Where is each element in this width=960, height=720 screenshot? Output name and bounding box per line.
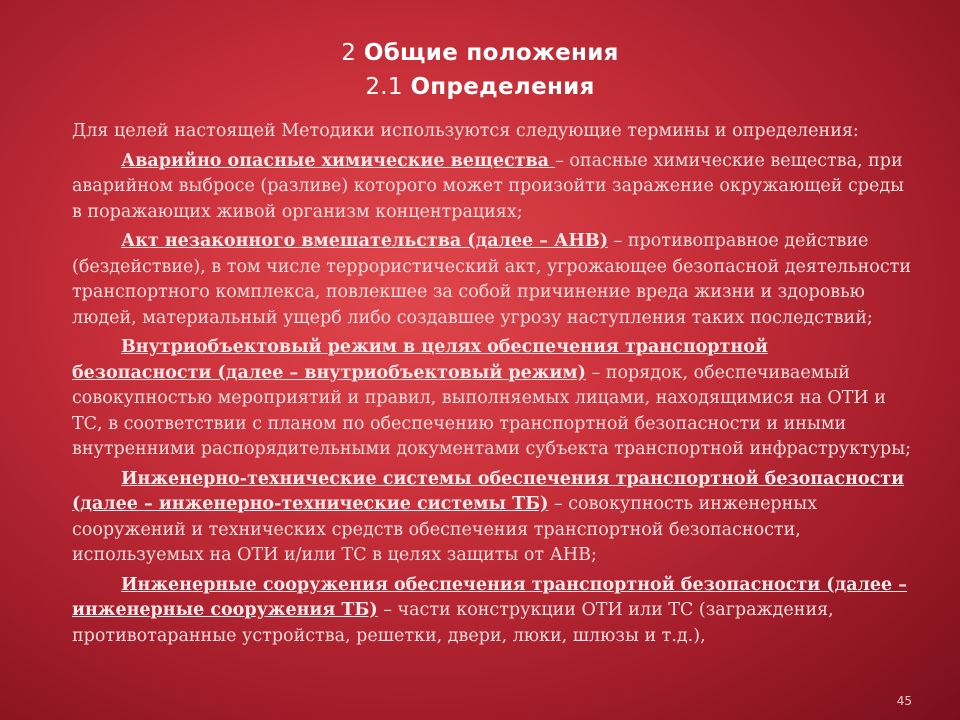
definition-paragraph (72, 229, 912, 331)
definition-text: – противоправное действие (бездействие), в том числе террористический акт, угрожающее безопасной деятельности транспортного комплекса, повлекшее за собой причинение вреда жизни и здоровью людей, материальный ущерб либо создавшее угрозу наступления таких последствий; (72, 231, 911, 328)
intro-paragraph: Для целей настоящей Методики используются следующие термины и определения: (72, 121, 859, 141)
definition-text: – совокупность инженерных сооружений и технических средств обеспечения транспортной безопасности, используемых на ОТИ и/или ТС в целях защиты от АНВ; (72, 494, 818, 565)
title-text: Общие положения (363, 40, 619, 66)
definition-term: Внутриобъектовый режим в целях обеспечения транспортной безопасности (далее – внутриобъектовый режим) (72, 337, 768, 383)
slide-title (0, 36, 960, 104)
definition-term: Инженерно-технические системы обеспечения транспортной безопасности (далее – инженерно-технические системы ТБ) (72, 468, 905, 514)
title-number: 2 (341, 40, 357, 66)
definition-paragraph (72, 467, 912, 569)
definition-term: Инженерные сооружения обеспечения транспортной безопасности (далее – инженерные сооружения ТБ) (72, 574, 908, 620)
definition-paragraph (72, 149, 912, 226)
definition-text: – порядок, обеспечиваемый совокупностью мероприятий и правил, выполняемых лицами, находящимися на ОТИ и ТС, в соответствии с планом по обеспечению транспортной безопасности и иными внутренними распорядительными документами субъекта транспортной инфраструктуры; (72, 362, 912, 459)
subtitle-text: Определения (410, 74, 595, 100)
title-line-2 (0, 70, 960, 104)
definition-term: Аварийно опасные химические вещества (121, 150, 556, 171)
definition-paragraph (72, 335, 912, 463)
slide-body (72, 119, 912, 653)
title-line-1 (0, 36, 960, 70)
subtitle-number: 2.1 (365, 74, 403, 100)
definition-text: – опасные химические вещества, при аварийном выбросе (разливе) которого может произойти заражение окружающей среды в поражающих живой организм концентрациях; (72, 150, 905, 222)
definition-term: Акт незаконного вмешательства (далее – АНВ) (121, 231, 608, 251)
definition-text: – части конструкции ОТИ или ТС (заграждения, противотаранные устройства, решетки, двери, люки, шлюзы и т.д.), (72, 600, 834, 646)
page-number: 45 (896, 694, 912, 708)
definition-paragraph (72, 573, 912, 650)
